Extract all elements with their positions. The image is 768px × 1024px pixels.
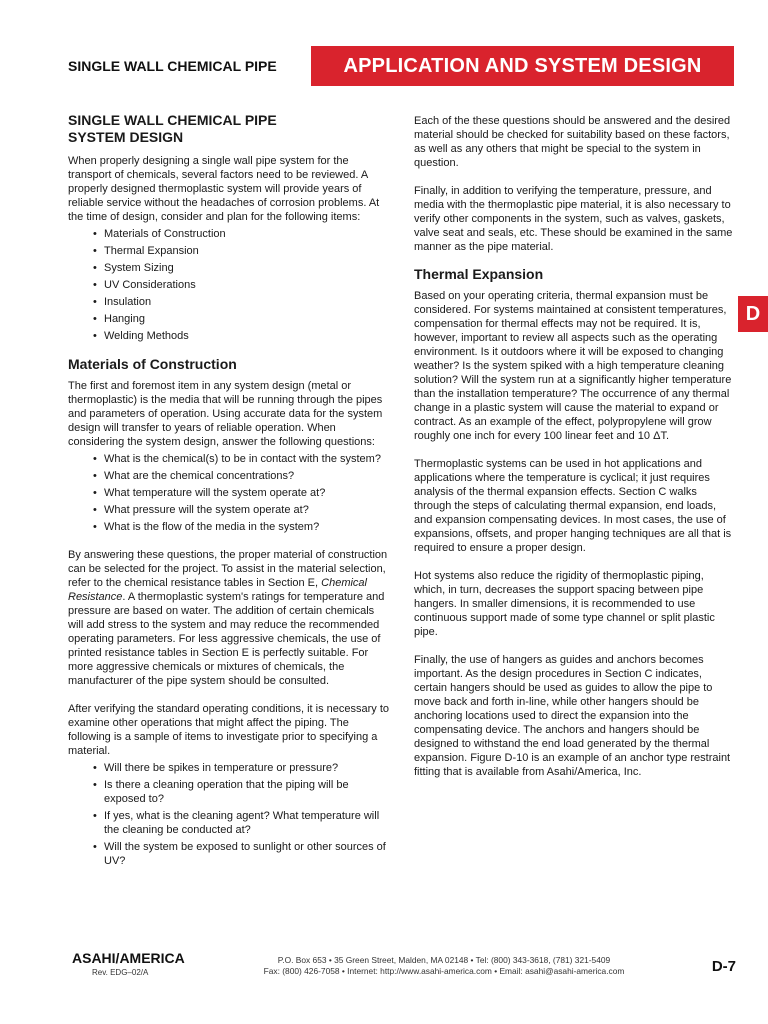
list-item: • System Sizing: [100, 261, 390, 275]
list-item: • What is the flow of the media in the system?: [100, 520, 390, 534]
right-column: [414, 114, 734, 779]
thermal-paragraph-3: Hot systems also reduce the rigidity of thermoplastic piping, which, in turn, decreases the support spacing between pipe hangers. In smaller dimensions, it is recommended to use continuous support made of some type channel or split plastic pipe.: [414, 570, 715, 638]
list-item: • Is there a cleaning operation that the piping will be exposed to?: [100, 778, 390, 806]
list-item: • Materials of Construction: [100, 227, 390, 241]
selection-paragraph: [68, 548, 390, 688]
list-item: • What temperature will the system operate at?: [100, 486, 390, 500]
thermal-expansion-heading: Thermal Expansion: [414, 266, 544, 282]
section-tab: D: [738, 296, 768, 332]
section-title: SINGLE WALL CHEMICAL PIPE: [68, 58, 277, 74]
page-heading-line1: SINGLE WALL CHEMICAL PIPE: [68, 112, 277, 128]
page-heading: [68, 112, 390, 146]
contact-line-2: Fax: (800) 426-7058 • Internet: http://www.asahi-america.com • Email: asahi@asahi-america.com: [263, 966, 625, 976]
brand-logo-text: ASAHI/AMERICA: [72, 950, 185, 966]
design-items-list: [68, 227, 390, 343]
selection-text-b: . A thermoplastic system's ratings for temperature and pressure are based on water. The addition of certain chemicals will add stress to the system and may reduce the recommended operating parameters. For less aggressive chemicals, the use of printed resistance tables in Section E is perfectly suitable. For more aggressive chemicals or mixtures of chemicals, the manufacturer of the pipe system should be consulted.: [68, 591, 385, 687]
list-item: • UV Considerations: [100, 278, 390, 292]
list-item: • What pressure will the system operate at?: [100, 503, 390, 517]
list-item: • If yes, what is the cleaning agent? What temperature will the cleaning be conducted at?: [100, 809, 390, 837]
contact-info: [236, 955, 652, 977]
list-item: • What is the chemical(s) to be in contact with the system?: [100, 452, 390, 466]
components-paragraph: Finally, in addition to verifying the temperature, pressure, and media with the thermoplastic pipe material, it is also necessary to verify other components in the system, such as valves, gaskets, valve seat and seals, etc. These should be examined in the same manner as the pipe material.: [414, 185, 733, 253]
chemical-resistance-ref: Chemical Resistance: [68, 577, 367, 603]
page-heading-line2: SYSTEM DESIGN: [68, 129, 184, 145]
questions-list: [68, 452, 390, 534]
list-item: • Thermal Expansion: [100, 244, 390, 258]
checks-list: [68, 761, 390, 868]
materials-heading: Materials of Construction: [68, 356, 237, 372]
selection-text-a: By answering these questions, the proper material of construction can be selected for the project. To assist in the material selection, refer to the chemical resistance tables in Section E,: [68, 549, 388, 589]
list-item: • Will there be spikes in temperature or pressure?: [100, 761, 390, 775]
questions-answered-paragraph: Each of the these questions should be answered and the desired material should be checked for suitability based on these factors, as well as any others that might be special to the system in question.: [414, 115, 731, 169]
left-column: [68, 112, 390, 871]
thermal-paragraph-2: Thermoplastic systems can be used in hot applications and applications where the temperature is cyclical; it just requires analysis of the thermal expansion effects. Section C walks through the steps of calculating thermal expansion, end loads, and expansion compensating devices. In most cases, the use of expansions, offsets, and proper hanging techniques are all that is required to ensure a proper design.: [414, 458, 732, 554]
list-item: • Hanging: [100, 312, 390, 326]
page-number: D-7: [711, 958, 736, 975]
list-item: • Welding Methods: [100, 329, 390, 343]
list-item: • What are the chemical concentrations?: [100, 469, 390, 483]
chapter-title-banner: APPLICATION AND SYSTEM DESIGN: [311, 46, 734, 86]
intro-paragraph: When properly designing a single wall pipe system for the transport of chemicals, several factors need to be reviewed. A properly designed thermoplastic system will provide years of reliable service without the headaches of corrosion problems. At the time of design, consider and plan for the following items:: [68, 155, 380, 223]
thermal-paragraph-4: Finally, the use of hangers as guides and anchors becomes important. As the design procedures in Section C indicates, certain hangers should be used as guides to allow the pipe to move back and forth in-line, while other hangers should be anchoring locations used to direct the expansion into the compensating device. The anchors and hangers should be designed to withstand the end load generated by the thermal expansion. Figure D-10 is an example of an anchor type restraint fitting that is available from Asahi/America, Inc.: [414, 654, 731, 778]
list-item: • Insulation: [100, 295, 390, 309]
verify-paragraph: After verifying the standard operating conditions, it is necessary to examine other operations that might affect the piping. The following is a sample of items to investigate prior to specifying a material.: [68, 703, 390, 757]
revision-label: Rev. EDG–02/A: [92, 968, 149, 977]
list-item: • Will the system be exposed to sunlight or other sources of UV?: [100, 840, 390, 868]
thermal-paragraph-1: Based on your operating criteria, thermal expansion must be considered. For systems maintained at consistent temperatures, compensation for thermal effects may not be required. It is, however, important to review all aspects such as the operating environment. Is it outdoors where it will be exposed to changing weather? Is the system spiked with a high temperature cleaning solution? Will the system run at a significantly higher temperature than the installation temperature? The occurrence of any thermal change in a plastic system will cause the material to expand or contract. As an example of the effect, polypropylene will grow roughly one inch for every 100 linear feet and 10 ΔT.: [414, 290, 732, 442]
contact-line-1: P.O. Box 653 • 35 Green Street, Malden, MA 02148 • Tel: (800) 343-3618, (781) 321-5409: [277, 955, 611, 965]
materials-paragraph: The first and foremost item in any system design (metal or thermoplastic) is the media that will be running through the pipes and parameters of operation. Using accurate data for the system design will transfer to years of reliable operation. When considering the system design, answer the following questions:: [68, 380, 383, 448]
